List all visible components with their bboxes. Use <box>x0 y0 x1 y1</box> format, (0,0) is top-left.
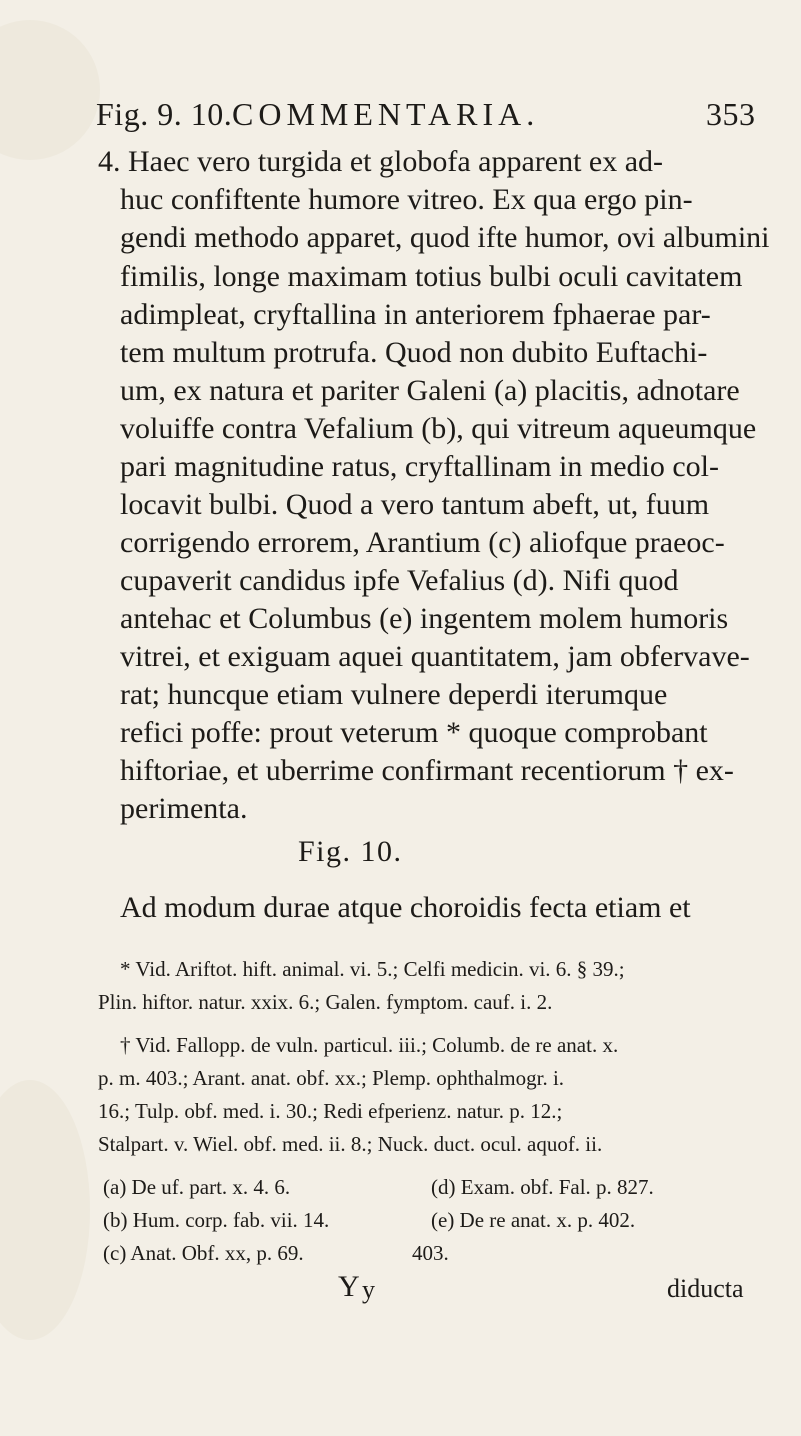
text-line: pari magnitudine ratus, cryftallinam in medio col- <box>120 450 719 483</box>
reference-item: 403. <box>412 1241 449 1265</box>
text-line: hiftoriae, et uberrime confirmant recentiorum † ex- <box>120 754 734 787</box>
paper-stain <box>0 20 100 160</box>
text-line: antehac et Columbus (e) ingentem molem humoris <box>120 602 729 635</box>
text-line: perimenta. <box>120 792 248 825</box>
text-line: locavit bulbi. Quod a vero tantum abeft, ut, fuum <box>120 488 710 521</box>
text-line: voluiffe contra Vefalium (b), qui vitreum aqueumque <box>120 412 757 445</box>
running-head-title: COMMENTARIA. <box>232 96 540 132</box>
reference-item: (e) De re anat. x. p. 402. <box>431 1208 636 1232</box>
running-head-figure: Fig. 9. 10. <box>96 96 233 132</box>
signature-mark: Y <box>338 1270 360 1303</box>
footnote-line: Stalpart. v. Wiel. obf. med. ii. 8.; Nuck. duct. ocul. aquof. ii. <box>98 1132 603 1156</box>
reference-item: (a) De uf. part. x. 4. 6. <box>103 1175 291 1199</box>
text-line: corrigendo errorem, Arantium (c) aliofque praeoc- <box>120 526 725 559</box>
catchword: diducta <box>667 1274 744 1303</box>
paper-stain <box>0 1080 90 1340</box>
text-line: vitrei, et exiguam aquei quantitatem, jam obfervave- <box>120 640 750 673</box>
text-line: refici poffe: prout veterum * quoque comprobant <box>120 716 708 749</box>
text-line: cupaverit candidus ipfe Vefalius (d). Nifi quod <box>120 564 679 597</box>
text-line: tem multum protrufa. Quod non dubito Euftachi- <box>120 336 708 369</box>
reference-item: (b) Hum. corp. fab. vii. 14. <box>103 1208 330 1232</box>
text-line: um, ex natura et pariter Galeni (a) placitis, adnotare <box>120 374 740 407</box>
signature-mark-lower: y <box>362 1275 375 1304</box>
footnote-line: * Vid. Ariftot. hift. animal. vi. 5.; Celfi medicin. vi. 6. § 39.; <box>120 957 625 981</box>
figure-heading: Fig. 10. <box>298 835 403 868</box>
footnote-line: p. m. 403.; Arant. anat. obf. xx.; Plemp. ophthalmogr. i. <box>98 1066 565 1090</box>
text-line: rat; huncque etiam vulnere deperdi iterumque <box>120 678 668 711</box>
footnote-line: 16.; Tulp. obf. med. i. 30.; Redi efperienz. natur. p. 12.; <box>98 1099 563 1123</box>
footnote-line: Plin. hiftor. natur. xxix. 6.; Galen. fymptom. cauf. i. 2. <box>98 990 553 1014</box>
text-line: gendi methodo apparet, quod ifte humor, ovi albumini <box>120 221 770 254</box>
reference-item: (d) Exam. obf. Fal. p. 827. <box>431 1175 654 1199</box>
paragraph-2-line: Ad modum durae atque choroidis fecta etiam et <box>120 891 691 924</box>
text-line: adimpleat, cryftallina in anteriorem fphaerae par- <box>120 298 711 331</box>
text-line: huc confiftente humore vitreo. Ex qua ergo pin- <box>120 183 693 216</box>
text-line: fimilis, longe maximam totius bulbi oculi cavitatem <box>120 260 743 293</box>
page-number: 353 <box>706 96 756 132</box>
reference-item: (c) Anat. Obf. xx, p. 69. <box>103 1241 304 1265</box>
footnote-line: † Vid. Fallopp. de vuln. particul. iii.; Columb. de re anat. x. <box>120 1033 619 1057</box>
text-line: 4. Haec vero turgida et globofa apparent ex ad- <box>98 145 664 178</box>
